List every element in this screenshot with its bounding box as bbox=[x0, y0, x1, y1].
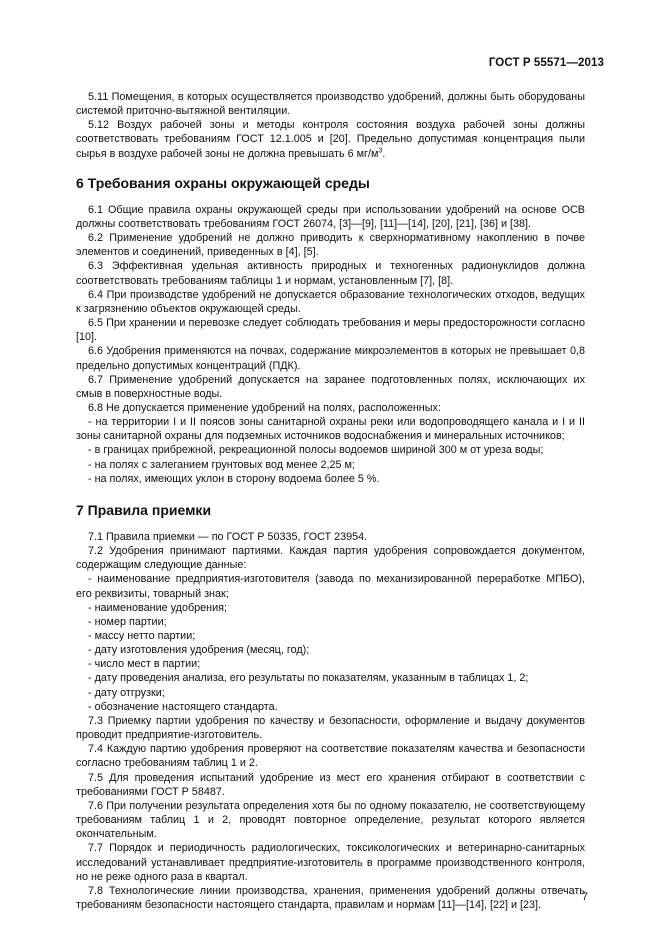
paragraph-7-4: 7.4 Каждую партию удобрения проверяют на соответствие показателям качества и безопасности согласно требованиям таблиц 1 и 2. bbox=[76, 743, 585, 770]
page-number: 7 bbox=[581, 891, 588, 903]
paragraph-5-12-end: . bbox=[382, 147, 386, 160]
paragraph-6-8: 6.8 Не допускается применение удобрений на полях, расположенных: bbox=[88, 401, 441, 414]
standard-header: ГОСТ Р 55571—2013 bbox=[488, 57, 604, 69]
section-7-title: 7 Правила приемки bbox=[76, 501, 212, 518]
list-item: - наименование предприятия-изготовителя (завода по механизированной переработке МПБО), его реквизиты, товарный знак; bbox=[76, 573, 585, 600]
list-item: - дату проведения анализа, его результаты по показателям, указанным в таблицах 1, 2; bbox=[88, 672, 529, 685]
list-item: - массу нетто партии; bbox=[88, 630, 196, 642]
paragraph-7-6: 7.6 При получении результата определения хотя бы по одному показателю, не соответствующему требованиям таблиц 1 и 2, проводят повторное определение, результат которого является окончательным. bbox=[76, 799, 585, 841]
section-6-title: 6 Требования охраны окружающей среды bbox=[76, 174, 370, 191]
paragraph-5-12 bbox=[76, 118, 585, 160]
paragraph-6-5: 6.5 При хранении и перевозке следует соблюдать требования и меры предосторожности согласно [10]. bbox=[76, 317, 585, 344]
paragraph-7-3: 7.3 Приемку партии удобрения по качеству и безопасности, оформление и выдачу документов проводит предприятие-изготовитель. bbox=[76, 714, 585, 742]
paragraph-7-2: 7.2 Удобрения принимают партиями. Каждая партия удобрения сопровождается документом, содержащим следующие данные: bbox=[76, 545, 585, 572]
list-item: - в границах прибрежной, рекреационной полосы водоемов шириной 300 м от уреза воды; bbox=[88, 444, 544, 457]
list-item: - обозначение настоящего стандарта. bbox=[88, 700, 278, 713]
paragraph-7-5: 7.5 Для проведения испытаний удобрение из мест его хранения отбирают в соответствии с требованиями ГОСТ Р 58487. bbox=[76, 771, 585, 798]
document-body bbox=[76, 90, 585, 912]
paragraph-7-7: 7.7 Порядок и периодичность радиологических, токсикологических и ветеринарно-санитарных исследований устанавливает предприятие-изготовитель в программе производственного контроля, но не реже одного раза в квартал. bbox=[76, 842, 585, 883]
unit-superscript: 3 bbox=[378, 147, 383, 155]
list-item: - дату отгрузки; bbox=[88, 686, 165, 699]
paragraph-7-1: 7.1 Правила приемки — по ГОСТ Р 50335, ГОСТ 23954. bbox=[88, 530, 368, 543]
paragraph-5-11: 5.11 Помещения, в которых осуществляется производство удобрений, должны быть оборудованы системой приточно-вытяжной вентиляции. bbox=[76, 91, 585, 118]
list-item: - наименование удобрения; bbox=[88, 601, 227, 614]
list-item: - на полях, имеющих уклон в сторону водоема более 5 %. bbox=[88, 472, 380, 485]
list-item: - число мест в партии; bbox=[88, 658, 201, 671]
paragraph-6-4: 6.4 При производстве удобрений не допускается образование технологических отходов, ведущих к загрязнению объектов окружающей среды. bbox=[76, 288, 585, 315]
list-item: - на территории I и II поясов зоны санитарной охраны реки или водопроводящего канала и I и II зоны санитарной охраны для подземных источников водоснабжения и минеральных источников; bbox=[76, 416, 585, 443]
list-item: - на полях с залеганием грунтовых вод менее 2,25 м; bbox=[88, 458, 355, 471]
paragraph-6-2: 6.2 Применение удобрений не должно приводить к сверхнормативному накоплению в почве элементов и соединений, приведенных в [4], [5]. bbox=[76, 232, 585, 259]
paragraph-6-3: 6.3 Эффективная удельная активность природных и техногенных радионуклидов должна соответствовать требованиям таблицы 1 и нормам, установленным [7], [8]. bbox=[76, 260, 585, 287]
paragraph-6-7: 6.7 Применение удобрений допускается на заранее подготовленных полях, исключающих их смыв в поверхностные воды. bbox=[76, 373, 585, 400]
paragraph-6-1: 6.1 Общие правила охраны окружающей среды при использовании удобрений на основе ОСВ должны соответствовать требованиям ГОСТ 26074, [3]—[9], [11]—[14], [20], [21], [36] и [38]. bbox=[76, 203, 585, 230]
paragraph-7-8: 7.8 Технологические линии производства, хранения, применения удобрений должны отвечать требованиям безопасности настоящего стандарта, правилам и нормам [11]—[14], [22] и [23]. bbox=[76, 884, 585, 911]
list-item: - номер партии; bbox=[88, 615, 167, 628]
paragraph-5-12-text: 5.12 Воздух рабочей зоны и методы контроля состояния воздуха рабочей зоны должны соответствовать требованиям ГОСТ 12.1.005 и [20]. Предельно допустимая концентрация пыли сырья в воздухе рабочей зоны не должна превышать 6 мг/м bbox=[76, 119, 585, 160]
paragraph-6-6: 6.6 Удобрения применяются на почвах, содержание микроэлементов в которых не превышает 0,8 предельно допустимых концентраций (ПДК). bbox=[76, 345, 585, 372]
list-item: - дату изготовления удобрения (месяц, год); bbox=[88, 644, 310, 657]
